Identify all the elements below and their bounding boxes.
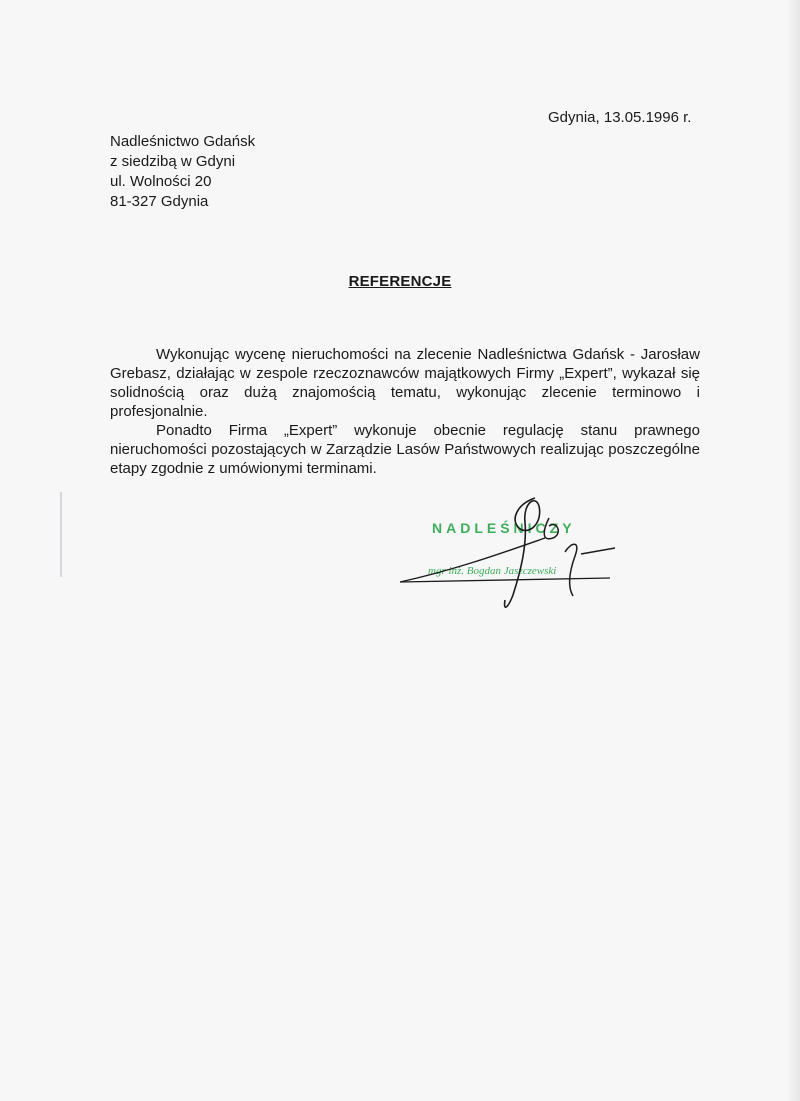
scan-mark [60,492,62,577]
address-line: 81-327 Gdynia [110,193,209,210]
letter-body [110,345,700,478]
handwritten-signature [395,490,625,625]
document-title: REFERENCJE [348,273,452,290]
stamp-name: mgr inż. Bogdan Jaszczewski [428,565,557,577]
address-line: z siedzibą w Gdyni [110,153,236,170]
body-paragraph: Ponadto Firma „Expert” wykonuje obecnie regulację stanu prawnego nieruchomości pozostających w Zarządzie Lasów Państwowych realizując poszczególne etapy zgodnie z umówionymi terminami. [110,422,700,477]
letter-date: Gdynia, 13.05.1996 r. [548,109,692,126]
address-line: Nadleśnictwo Gdańsk [110,133,256,150]
page-edge-shadow [786,0,800,1101]
stamp-title: NADLEŚNICZY [432,520,576,536]
address-line: ul. Wolności 20 [110,173,212,190]
recipient-address [110,132,255,212]
body-paragraph: Wykonując wycenę nieruchomości na zlecenie Nadleśnictwa Gdańsk - Jarosław Grebasz, działając w zespole rzeczoznawców majątkowych Firmy „Expert”, wykazał się solidnością oraz dużą znajomością tematu, wykonując zlecenie terminowo i profesjonalnie. [110,346,700,420]
